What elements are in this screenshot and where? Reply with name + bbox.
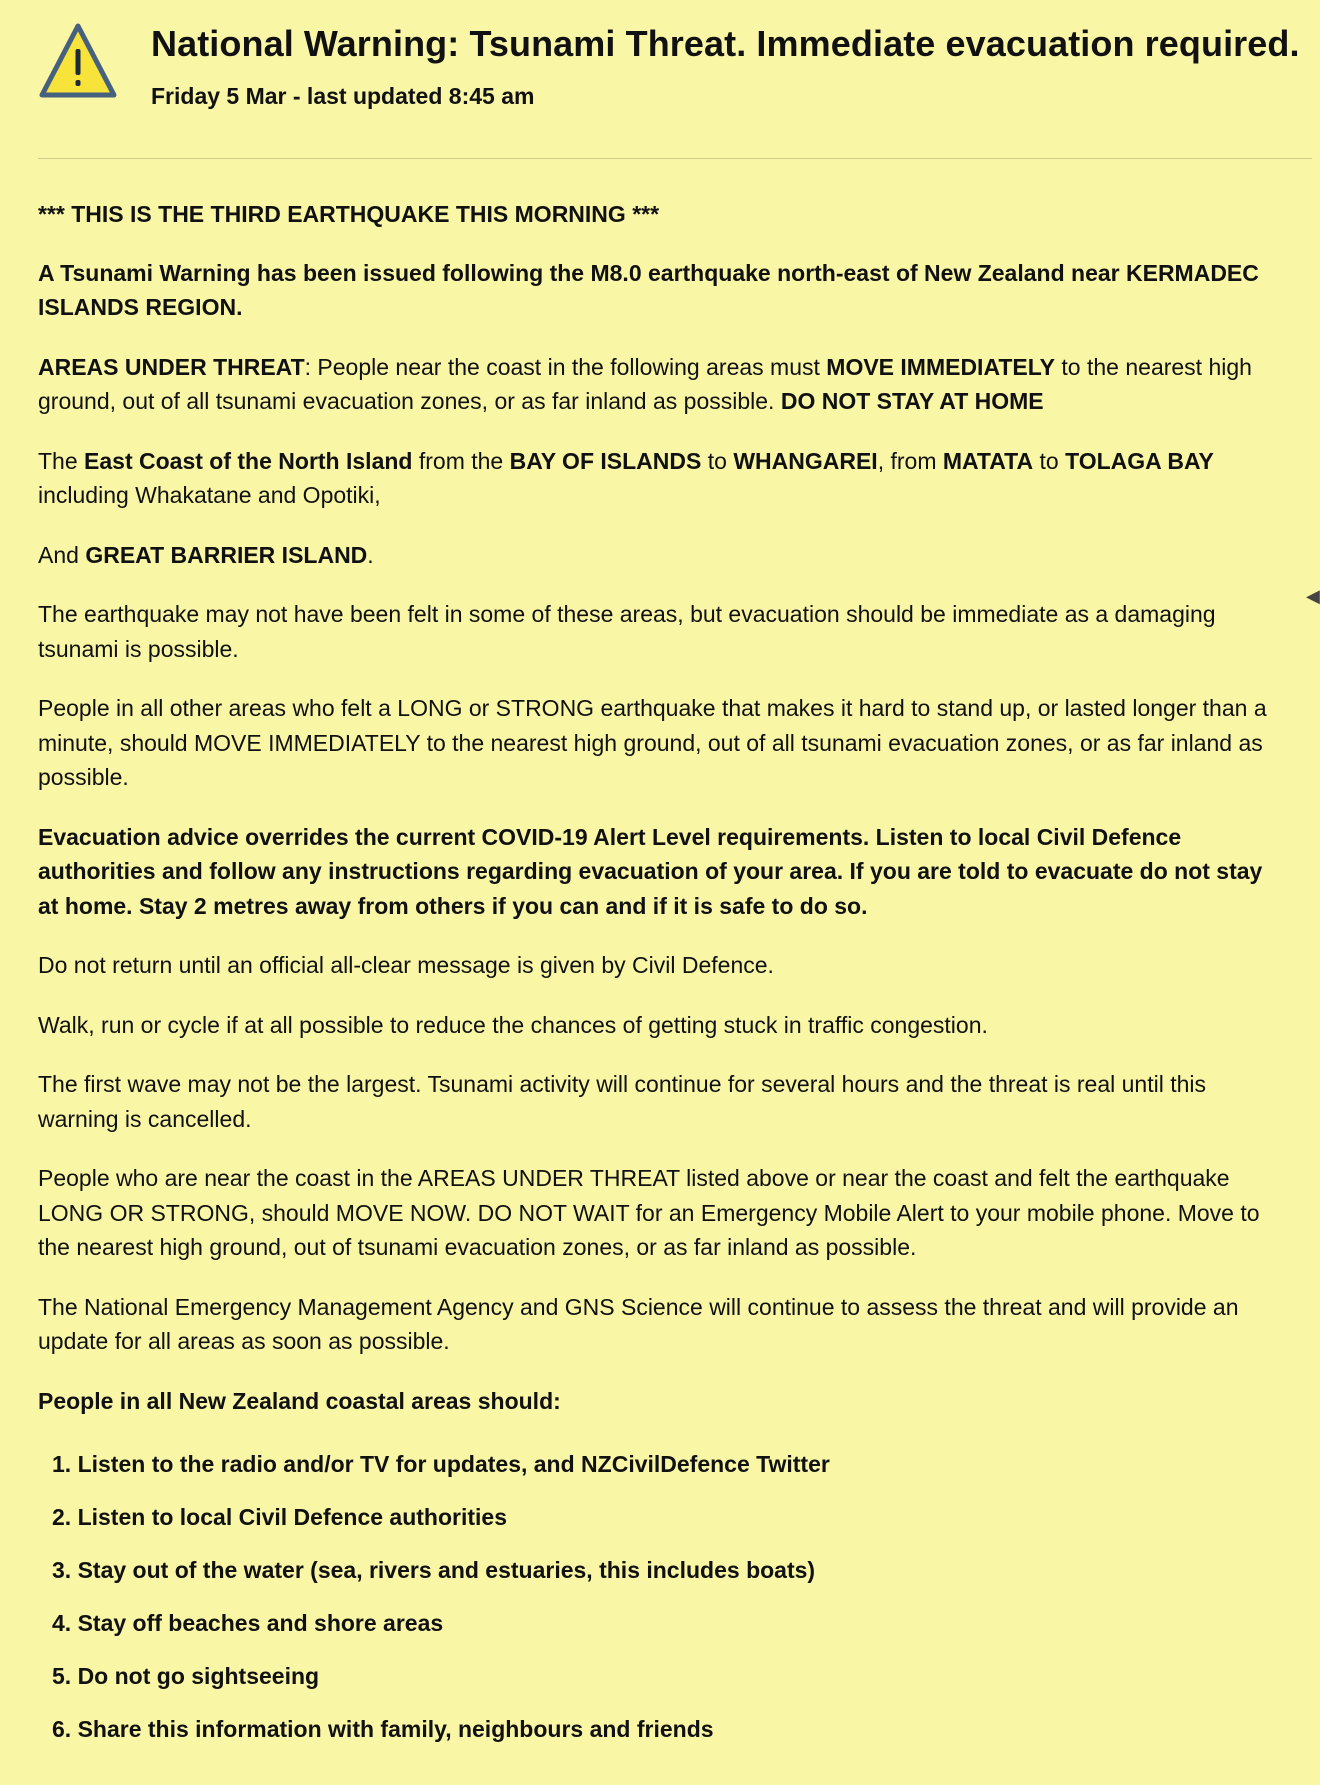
last-updated-timestamp: Friday 5 Mar - last updated 8:45 am — [151, 83, 535, 109]
body-paragraph: People in all other areas who felt a LONG or STRONG earthquake that makes it hard to stand up, or lasted longer than a minute, should MOVE IMMEDIATELY to the nearest high ground, out of all tsunami evacuation zones, or as far inland as possible. — [38, 695, 1267, 790]
text-segment: to the nearest high ground, out of all tsunami evacuation zones, or as far inland as possible. — [38, 353, 1252, 414]
region-name: WHANGAREI — [733, 447, 878, 474]
list-item: 1. Listen to the radio and/or TV for updates, and NZCivilDefence Twitter — [52, 1451, 830, 1477]
list-item: 5. Do not go sightseeing — [52, 1663, 320, 1689]
text-segment: including Whakatane and Opotiki, — [38, 482, 381, 508]
body-paragraph: The first wave may not be the largest. Tsunami activity will continue for several hours and the threat is real until this warning is cancelled. — [38, 1071, 1207, 1132]
text-segment: And — [38, 541, 86, 568]
do-not-stay-home-text: DO NOT STAY AT HOME — [780, 388, 1044, 414]
list-item: 2. Listen to local Civil Defence authorities — [52, 1504, 508, 1530]
covid-advice-paragraph: Evacuation advice overrides the current COVID-19 Alert Level requirements. Listen to local Civil Defence authorities and follow any instructions regarding evacuation of your area. If you are told to evacuate do not stay at home. Stay 2 metres away from others if you can and if it is safe to do so. — [38, 823, 1263, 919]
warning-body — [38, 197, 1278, 1761]
body-paragraph: People who are near the coast in the AREAS UNDER THREAT listed above or near the coast and felt the earthquake LONG OR STRONG, should MOVE NOW. DO NOT WAIT for an Emergency Mobile Alert to your mobile phone. Move to the nearest high ground, out of tsunami evacuation zones, or as far inland as possible. — [38, 1165, 1260, 1260]
safety-steps-list — [38, 1447, 1278, 1765]
text-segment: from the — [412, 447, 510, 474]
region-name: MATATA — [942, 447, 1034, 474]
warning-triangle-icon — [37, 21, 119, 105]
region-name: BAY OF ISLANDS — [509, 447, 702, 474]
divider — [38, 158, 1312, 159]
body-paragraph: The earthquake may not have been felt in some of these areas, but evacuation should be immediate as a damaging tsunami is possible. — [38, 601, 1216, 662]
list-item: 4. Stay off beaches and shore areas — [52, 1610, 444, 1636]
region-name: TOLAGA BAY — [1065, 447, 1214, 474]
body-paragraph: Do not return until an official all-clear message is given by Civil Defence. — [38, 952, 774, 978]
text-segment: . — [367, 541, 374, 568]
text-segment: : People near the coast in the following areas must — [304, 353, 827, 380]
additional-region-paragraph — [38, 538, 1278, 573]
region-name: East Coast of the North Island — [84, 447, 413, 474]
list-item: 6. Share this information with family, neighbours and friends — [52, 1716, 714, 1742]
text-segment: , from — [877, 447, 943, 474]
areas-under-threat-paragraph — [38, 350, 1278, 419]
warning-header — [0, 0, 1312, 160]
text-segment: to — [701, 447, 734, 474]
page-title: National Warning: Tsunami Threat. Immediate evacuation required. — [151, 23, 1300, 64]
list-item: 3. Stay out of the water (sea, rivers and estuaries, this includes boats) — [52, 1557, 816, 1583]
body-paragraph: The National Emergency Management Agency and GNS Science will continue to assess the threat and will provide an update for all areas as soon as possible. — [38, 1293, 1239, 1354]
body-paragraph: Walk, run or cycle if at all possible to reduce the chances of getting stuck in traffic congestion. — [38, 1011, 988, 1038]
intro-notice: *** THIS IS THE THIRD EARTHQUAKE THIS MORNING *** — [38, 201, 660, 227]
affected-regions-paragraph — [38, 444, 1278, 513]
text-segment: The — [38, 447, 85, 474]
text-segment: to — [1033, 447, 1066, 474]
areas-label: AREAS UNDER THREAT — [38, 353, 305, 380]
region-name: GREAT BARRIER ISLAND — [85, 541, 368, 568]
scroll-indicator-icon: ◀ — [1306, 586, 1320, 606]
list-heading: People in all New Zealand coastal areas should: — [38, 1387, 561, 1414]
warning-summary: A Tsunami Warning has been issued following the M8.0 earthquake north-east of New Zealand near KERMADEC ISLANDS REGION. — [38, 259, 1259, 320]
move-immediately-text: MOVE IMMEDIATELY — [826, 353, 1056, 380]
